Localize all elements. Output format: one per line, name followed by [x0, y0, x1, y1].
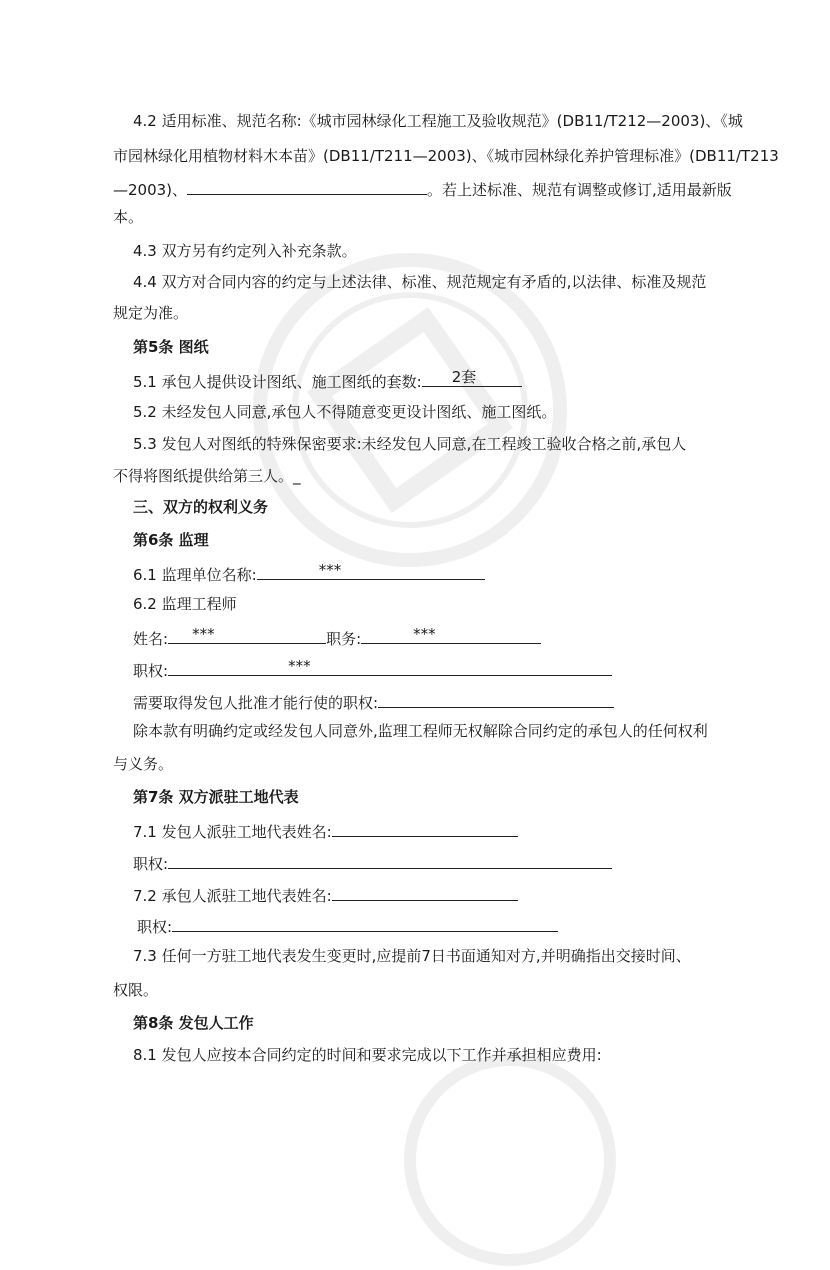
supervision-unit-blank	[257, 562, 485, 580]
clause-8-1: 8.1 发包人应按本合同约定的时间和要求完成以下工作并承担相应费用:	[133, 1046, 602, 1064]
contractor-rep-authority-label: 职权:	[137, 918, 173, 936]
engineer-name-row	[133, 626, 541, 649]
authority-blank	[168, 658, 612, 676]
clause-7-1-authority	[133, 851, 612, 874]
clause-7-1	[133, 819, 518, 842]
article-8-title: 第8条 发包人工作	[133, 1014, 254, 1032]
name-label: 姓名:	[133, 630, 169, 648]
supervision-unit-value: ***	[318, 561, 342, 579]
standards-blank	[187, 177, 427, 195]
clause-4-4-line-1: 4.4 双方对合同内容的约定与上述法律、标准、规范规定有矛盾的,以法律、标准及规范	[133, 273, 707, 291]
clause-6-1	[133, 562, 485, 585]
clause-7-3-line-2: 权限。	[113, 981, 159, 999]
clause-5-1-label: 5.1 承包人提供设计图纸、施工图纸的套数:	[133, 373, 422, 391]
employer-rep-name-blank	[332, 819, 518, 837]
approval-blank	[378, 690, 614, 708]
clause-4-2-line-3	[113, 177, 732, 200]
contractor-rep-name-blank	[332, 883, 518, 901]
name-blank	[168, 626, 326, 644]
name-value: ***	[192, 625, 215, 643]
clause-5-2: 5.2 未经发包人同意,承包人不得随意变更设计图纸、施工图纸。	[133, 403, 557, 421]
position-value: ***	[413, 625, 436, 643]
clause-5-1	[133, 369, 522, 392]
authority-label: 职权:	[133, 662, 169, 680]
clause-6-2: 6.2 监理工程师	[133, 595, 237, 613]
clause-5-3-line-1: 5.3 发包人对图纸的特殊保密要求:未经发包人同意,在工程竣工验收合格之前,承包人	[133, 435, 687, 453]
position-label: 职务:	[326, 630, 362, 648]
exception-line-2: 与义务。	[113, 755, 174, 773]
clause-4-4-line-2: 规定为准。	[113, 304, 189, 322]
engineer-authority-row	[133, 658, 612, 681]
clause-6-1-label: 6.1 监理单位名称:	[133, 566, 257, 584]
exception-line-1: 除本款有明确约定或经发包人同意外,监理工程师无权解除合同约定的承包人的任何权利	[133, 722, 708, 740]
drawing-sets-value: 2套	[451, 368, 477, 386]
section-3-title: 三、双方的权利义务	[133, 498, 269, 516]
clause-4-3: 4.3 双方另有约定列入补充条款。	[133, 242, 357, 260]
clause-4-2-line-3-prefix: —2003)、	[113, 181, 188, 199]
employer-rep-authority-label: 职权:	[133, 855, 169, 873]
position-blank	[361, 626, 541, 644]
clause-7-2	[133, 883, 518, 906]
approval-label: 需要取得发包人批准才能行使的职权:	[133, 694, 379, 712]
drawing-sets-blank	[422, 369, 522, 387]
clause-7-2-label: 7.2 承包人派驻工地代表姓名:	[133, 887, 332, 905]
clause-4-2-line-2: 市园林绿化用植物材料木本苗》(DB11/T211—2003)、《城市园林绿化养护管理标准》(DB11/T213	[113, 147, 779, 165]
clause-7-2-authority	[137, 914, 558, 937]
clause-4-2-line-1: 4.2 适用标准、规范名称:《城市园林绿化工程施工及验收规范》(DB11/T212—2003)、《城	[133, 112, 743, 130]
employer-rep-authority-blank	[168, 851, 612, 869]
article-6-title: 第6条 监理	[133, 531, 209, 549]
authority-value: ***	[288, 657, 311, 675]
clause-7-1-label: 7.1 发包人派驻工地代表姓名:	[133, 823, 332, 841]
article-5-title: 第5条 图纸	[133, 338, 209, 356]
clause-4-2-line-3-suffix: 。若上述标准、规范有调整或修订,适用最新版	[427, 181, 732, 199]
clause-4-2-line-4: 本。	[113, 208, 144, 226]
approval-authority-row	[133, 690, 614, 713]
clause-7-3-line-1: 7.3 任何一方驻工地代表发生变更时,应提前7日书面通知对方,并明确指出交接时间、	[133, 947, 691, 965]
contractor-rep-authority-blank	[172, 914, 558, 932]
clause-5-3-line-2: 不得将图纸提供给第三人。_	[113, 467, 301, 485]
article-7-title: 第7条 双方派驻工地代表	[133, 788, 299, 806]
